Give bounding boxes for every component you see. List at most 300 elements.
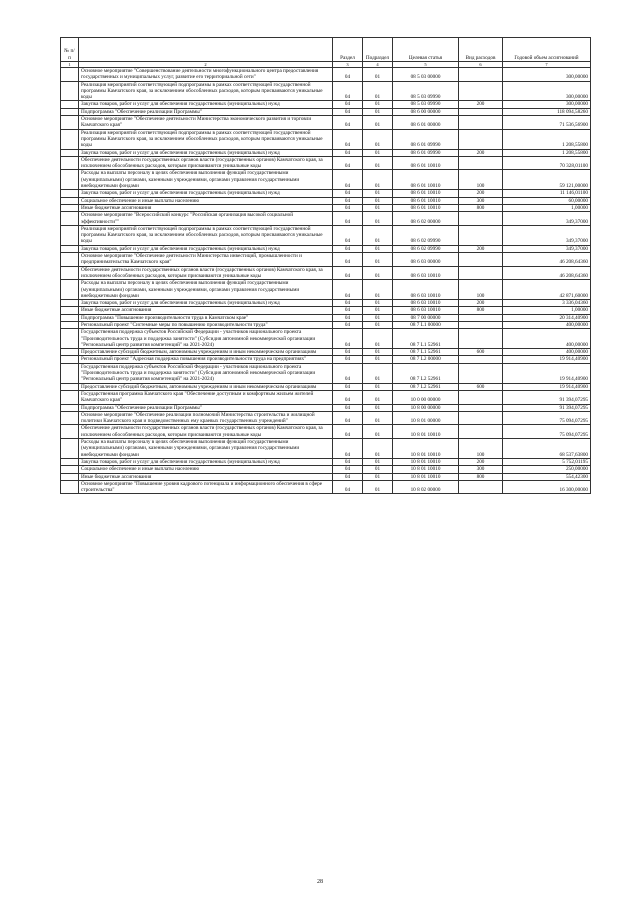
cell-expense-type: 100 <box>459 280 503 300</box>
cell-num <box>61 329 79 349</box>
cell-amount: 400,00000 <box>503 329 591 349</box>
cell-name: Расходы на выплаты персоналу в целях обеспечения выполнения функций государственными (муниципальными) органами, казенными учреждениями, органами управления государственными внебюджетными фондами <box>79 439 333 459</box>
cell-subsection: 01 <box>363 300 393 307</box>
cell-section: 04 <box>333 321 363 328</box>
cell-expense-type <box>459 225 503 245</box>
cell-amount: 16 300,00000 <box>503 480 591 494</box>
cell-section: 04 <box>333 225 363 245</box>
cell-amount: 19 914,40900 <box>503 383 591 390</box>
cell-target: 08 6 01 10010 <box>393 156 459 170</box>
cell-num <box>61 480 79 494</box>
cell-name: Закупка товаров, работ и услуг для обеспечения государственных (муниципальных) нужд <box>79 149 333 156</box>
cell-section: 04 <box>333 363 363 383</box>
cell-amount: 20 314,40900 <box>503 314 591 321</box>
cell-expense-type <box>459 321 503 328</box>
cell-name: Обеспечение деятельности государственных органов власти (государственных органов) Камчатского края, за исключением обособленных расходов, которым присваиваются уникальные коды <box>79 425 333 439</box>
cell-subsection: 01 <box>363 466 393 473</box>
cell-target: 08 6 01 09990 <box>393 129 459 149</box>
cell-num <box>61 280 79 300</box>
cell-amount: 300,00000 <box>503 81 591 101</box>
cell-target: 10 0 00 00000 <box>393 390 459 404</box>
header-index-cell: 7 <box>503 62 591 68</box>
cell-name: Основное мероприятие "Совершенствование деятельности многофункционального центра предоставления государственных и муниципальных услуг, развитие его территориальной сети" <box>79 68 333 82</box>
table-row <box>61 156 591 170</box>
cell-target: 08 6 01 00000 <box>393 116 459 130</box>
cell-amount: 118 094,58260 <box>503 108 591 115</box>
cell-name: Реализация мероприятий соответствующей подпрограммы в рамках соответствующей государственной программы Камчатского края, за исключением обособленных расходов, которым присваиваются уникальные коды <box>79 129 333 149</box>
cell-expense-type <box>459 129 503 149</box>
cell-subsection: 01 <box>363 266 393 280</box>
cell-amount: 59 121,00000 <box>503 170 591 190</box>
cell-amount: 400,00000 <box>503 349 591 356</box>
cell-num <box>61 68 79 82</box>
cell-expense-type <box>459 68 503 82</box>
cell-num <box>61 170 79 190</box>
cell-section: 04 <box>333 411 363 425</box>
cell-subsection: 01 <box>363 314 393 321</box>
header-subsection: Подраздел <box>363 38 393 62</box>
cell-expense-type <box>459 411 503 425</box>
cell-name: Закупка товаров, работ и услуг для обеспечения государственных (муниципальных) нужд <box>79 300 333 307</box>
cell-name: Обеспечение деятельности государственных органов власти (государственных органов) Камчатского края, за исключением обособленных расходов, которым присваиваются уникальные коды <box>79 156 333 170</box>
cell-name: Основное мероприятие "Повышение уровня кадрового потенциала и информационного обеспечения в сфере строительства" <box>79 480 333 494</box>
cell-name: Региональный проект "Адресная поддержка повышения производительности труда на предприятиях" <box>79 356 333 363</box>
cell-num <box>61 253 79 267</box>
cell-section: 04 <box>333 349 363 356</box>
cell-target: 08 7 L2 52961 <box>393 383 459 390</box>
cell-target: 08 5 03 00000 <box>393 68 459 82</box>
cell-subsection: 01 <box>363 383 393 390</box>
cell-target: 10 8 01 10010 <box>393 466 459 473</box>
cell-expense-type <box>459 212 503 226</box>
cell-name: Подпрограмма "Обеспечение реализации Программы" <box>79 404 333 411</box>
cell-expense-type: 800 <box>459 204 503 211</box>
cell-subsection: 01 <box>363 473 393 480</box>
cell-section: 04 <box>333 116 363 130</box>
table-body <box>61 68 591 494</box>
cell-subsection: 01 <box>363 197 393 204</box>
cell-subsection: 01 <box>363 425 393 439</box>
cell-amount: 91 394,07295 <box>503 390 591 404</box>
cell-section: 04 <box>333 307 363 314</box>
cell-amount: 70 328,01100 <box>503 156 591 170</box>
cell-section: 04 <box>333 300 363 307</box>
cell-num <box>61 314 79 321</box>
cell-name: Основное мероприятие "Всероссийский конкурс "Российская организация высокой социальной эффективности"" <box>79 212 333 226</box>
header-index-cell: 6 <box>459 62 503 68</box>
cell-subsection: 01 <box>363 321 393 328</box>
cell-target: 08 6 02 09990 <box>393 245 459 252</box>
cell-expense-type: 600 <box>459 383 503 390</box>
cell-subsection: 01 <box>363 116 393 130</box>
cell-expense-type <box>459 363 503 383</box>
table-row <box>61 300 591 307</box>
cell-subsection: 01 <box>363 170 393 190</box>
cell-subsection: 01 <box>363 156 393 170</box>
table-row <box>61 349 591 356</box>
cell-num <box>61 473 79 480</box>
cell-amount: 349,37000 <box>503 212 591 226</box>
cell-num <box>61 108 79 115</box>
cell-name: Социальное обеспечение и иные выплаты населению <box>79 197 333 204</box>
cell-subsection: 01 <box>363 411 393 425</box>
cell-num <box>61 197 79 204</box>
cell-num <box>61 321 79 328</box>
cell-section: 04 <box>333 473 363 480</box>
cell-num <box>61 466 79 473</box>
cell-section: 04 <box>333 404 363 411</box>
cell-target: 08 6 01 10010 <box>393 190 459 197</box>
cell-expense-type <box>459 329 503 349</box>
cell-expense-type: 300 <box>459 197 503 204</box>
cell-name: Расходы на выплаты персоналу в целях обеспечения выполнения функций государственными (муниципальными) органами, казенными учреждениями, органами управления государственными внебюджетными фондами <box>79 280 333 300</box>
cell-section: 04 <box>333 253 363 267</box>
cell-num <box>61 81 79 101</box>
cell-num <box>61 300 79 307</box>
cell-section: 04 <box>333 466 363 473</box>
cell-section: 04 <box>333 68 363 82</box>
cell-num <box>61 116 79 130</box>
cell-expense-type <box>459 108 503 115</box>
cell-expense-type <box>459 314 503 321</box>
cell-section: 04 <box>333 149 363 156</box>
cell-subsection: 01 <box>363 225 393 245</box>
header-target: Целевая статья <box>393 38 459 62</box>
header-expense-type: Вид расходов <box>459 38 503 62</box>
cell-section: 04 <box>333 129 363 149</box>
cell-name: Закупка товаров, работ и услуг для обеспечения государственных (муниципальных) нужд <box>79 190 333 197</box>
cell-expense-type: 800 <box>459 473 503 480</box>
cell-name: Иные бюджетные ассигнования <box>79 204 333 211</box>
cell-amount: 5 752,01195 <box>503 458 591 465</box>
cell-num <box>61 149 79 156</box>
cell-name: Основное мероприятие "Обеспечение деятельности Министерства экономического развития и торговли Камчатского края" <box>79 116 333 130</box>
table-row <box>61 404 591 411</box>
cell-expense-type <box>459 425 503 439</box>
cell-target: 08 6 02 09990 <box>393 225 459 245</box>
cell-section: 04 <box>333 245 363 252</box>
cell-target: 08 6 01 10010 <box>393 204 459 211</box>
cell-name: Социальное обеспечение и иные выплаты населению <box>79 466 333 473</box>
cell-subsection: 01 <box>363 81 393 101</box>
cell-expense-type <box>459 116 503 130</box>
cell-target: 08 6 01 10010 <box>393 197 459 204</box>
cell-subsection: 01 <box>363 108 393 115</box>
cell-name: Закупка товаров, работ и услуг для обеспечения государственных (муниципальных) нужд <box>79 101 333 108</box>
header-index-cell: 2 <box>79 62 333 68</box>
cell-expense-type <box>459 390 503 404</box>
cell-amount: 19 914,40900 <box>503 363 591 383</box>
cell-section: 04 <box>333 439 363 459</box>
cell-section: 04 <box>333 280 363 300</box>
cell-target: 08 6 01 10010 <box>393 170 459 190</box>
cell-section: 04 <box>333 170 363 190</box>
cell-subsection: 01 <box>363 390 393 404</box>
cell-name: Иные бюджетные ассигнования <box>79 473 333 480</box>
cell-subsection: 01 <box>363 129 393 149</box>
cell-subsection: 01 <box>363 458 393 465</box>
cell-expense-type: 200 <box>459 245 503 252</box>
cell-subsection: 01 <box>363 404 393 411</box>
cell-num <box>61 411 79 425</box>
cell-expense-type: 200 <box>459 101 503 108</box>
cell-name: Закупка товаров, работ и услуг для обеспечения государственных (муниципальных) нужд <box>79 458 333 465</box>
cell-amount: 19 914,40900 <box>503 356 591 363</box>
cell-subsection: 01 <box>363 149 393 156</box>
table-row <box>61 473 591 480</box>
cell-target: 10 8 01 10010 <box>393 473 459 480</box>
cell-target: 08 6 03 10010 <box>393 266 459 280</box>
cell-name: Иные бюджетные ассигнования <box>79 307 333 314</box>
table-row <box>61 314 591 321</box>
cell-expense-type: 200 <box>459 458 503 465</box>
cell-section: 04 <box>333 390 363 404</box>
cell-num <box>61 458 79 465</box>
cell-target: 08 6 02 00000 <box>393 212 459 226</box>
table-row <box>61 383 591 390</box>
cell-amount: 1 208,55800 <box>503 129 591 149</box>
cell-name: Подпрограмма "Обеспечение реализации Программы" <box>79 108 333 115</box>
cell-expense-type <box>459 81 503 101</box>
cell-amount: 300,00000 <box>503 68 591 82</box>
cell-expense-type: 100 <box>459 439 503 459</box>
table-row <box>61 116 591 130</box>
cell-num <box>61 439 79 459</box>
cell-expense-type <box>459 156 503 170</box>
cell-amount: 75 094,07295 <box>503 411 591 425</box>
table-row <box>61 68 591 82</box>
table-row <box>61 245 591 252</box>
cell-target: 08 6 00 00000 <box>393 108 459 115</box>
budget-table <box>60 37 591 494</box>
cell-num <box>61 101 79 108</box>
cell-amount: 42 871,60000 <box>503 280 591 300</box>
cell-amount: 75 094,07295 <box>503 425 591 439</box>
table-row <box>61 170 591 190</box>
table-row <box>61 321 591 328</box>
cell-amount: 91 394,07295 <box>503 404 591 411</box>
cell-name: Региональный проект "Системные меры по повышению производительности труда" <box>79 321 333 328</box>
cell-subsection: 01 <box>363 329 393 349</box>
cell-expense-type: 100 <box>459 170 503 190</box>
cell-expense-type: 600 <box>459 349 503 356</box>
cell-subsection: 01 <box>363 101 393 108</box>
cell-subsection: 01 <box>363 190 393 197</box>
table-row <box>61 458 591 465</box>
cell-section: 04 <box>333 356 363 363</box>
cell-name: Подпрограмма "Повышение производительности труда в Камчатском крае" <box>79 314 333 321</box>
cell-target: 10 8 01 00000 <box>393 411 459 425</box>
cell-expense-type <box>459 480 503 494</box>
header-section: Раздел <box>333 38 363 62</box>
cell-amount: 46 208,64360 <box>503 253 591 267</box>
cell-target: 08 6 01 09990 <box>393 149 459 156</box>
table-row <box>61 329 591 349</box>
cell-subsection: 01 <box>363 68 393 82</box>
cell-target: 08 7 00 00000 <box>393 314 459 321</box>
cell-subsection: 01 <box>363 356 393 363</box>
cell-target: 08 7 L1 52961 <box>393 329 459 349</box>
cell-num <box>61 356 79 363</box>
cell-subsection: 01 <box>363 480 393 494</box>
cell-target: 08 7 L2 00000 <box>393 356 459 363</box>
cell-expense-type: 300 <box>459 466 503 473</box>
header-index-cell: 4 <box>363 62 393 68</box>
cell-amount: 1 208,55800 <box>503 149 591 156</box>
table-row <box>61 149 591 156</box>
cell-name: Предоставление субсидий бюджетным, автономным учреждениям и иным некоммерческим организациям <box>79 383 333 390</box>
table-row <box>61 108 591 115</box>
cell-num <box>61 212 79 226</box>
header-index-cell: 1 <box>61 62 79 68</box>
cell-num <box>61 266 79 280</box>
cell-name: Государственная поддержка субъектов Российской Федерации - участников национального проекта "Производительность труда и поддержка занятости" (Субсидия автономной некоммерческой организации "Региональный центр развития компетенций" на 2021-2024) <box>79 363 333 383</box>
cell-name: Предоставление субсидий бюджетным, автономным учреждениям и иным некоммерческим организациям <box>79 349 333 356</box>
page-number: 28 <box>317 879 323 885</box>
cell-subsection: 01 <box>363 245 393 252</box>
cell-subsection: 01 <box>363 439 393 459</box>
cell-target: 10 8 01 10010 <box>393 425 459 439</box>
cell-subsection: 01 <box>363 280 393 300</box>
cell-section: 04 <box>333 108 363 115</box>
table-row <box>61 390 591 404</box>
table-row <box>61 425 591 439</box>
cell-amount: 1,00000 <box>503 204 591 211</box>
cell-section: 04 <box>333 266 363 280</box>
cell-section: 04 <box>333 81 363 101</box>
table-row <box>61 356 591 363</box>
table-row <box>61 225 591 245</box>
table-row <box>61 253 591 267</box>
cell-subsection: 01 <box>363 212 393 226</box>
cell-name: Закупка товаров, работ и услуг для обеспечения государственных (муниципальных) нужд <box>79 245 333 252</box>
header-amount: Годовой объем ассигнований <box>503 38 591 62</box>
cell-target: 08 6 03 10010 <box>393 280 459 300</box>
cell-target: 08 6 03 00000 <box>393 253 459 267</box>
cell-num <box>61 204 79 211</box>
cell-target: 08 6 03 10010 <box>393 300 459 307</box>
cell-section: 04 <box>333 458 363 465</box>
cell-amount: 11 146,01100 <box>503 190 591 197</box>
cell-section: 04 <box>333 197 363 204</box>
cell-amount: 46 208,64360 <box>503 266 591 280</box>
cell-section: 04 <box>333 314 363 321</box>
cell-expense-type: 200 <box>459 190 503 197</box>
cell-amount: 68 537,63800 <box>503 439 591 459</box>
cell-section: 04 <box>333 212 363 226</box>
cell-section: 04 <box>333 204 363 211</box>
cell-num <box>61 190 79 197</box>
header-index-cell: 3 <box>333 62 363 68</box>
cell-expense-type <box>459 404 503 411</box>
cell-expense-type: 800 <box>459 307 503 314</box>
cell-num <box>61 349 79 356</box>
cell-name: Реализация мероприятий соответствующей подпрограммы в рамках соответствующей государственной программы Камчатского края, за исключением обособленных расходов, которым присваиваются уникальные коды <box>79 81 333 101</box>
cell-expense-type <box>459 266 503 280</box>
cell-amount: 349,37000 <box>503 245 591 252</box>
cell-expense-type: 200 <box>459 300 503 307</box>
cell-amount: 300,00000 <box>503 101 591 108</box>
table-row <box>61 266 591 280</box>
cell-num <box>61 390 79 404</box>
cell-target: 08 7 L2 52961 <box>393 363 459 383</box>
cell-target: 10 8 02 00000 <box>393 480 459 494</box>
table-row <box>61 307 591 314</box>
header-row <box>61 38 591 62</box>
cell-subsection: 01 <box>363 363 393 383</box>
cell-amount: 349,37000 <box>503 225 591 245</box>
cell-name: Основное мероприятие "Обеспечение реализации полномочий Министерства строительства и жилищной политики Камчатского края и подведомственных ему краевых государственных учреждений" <box>79 411 333 425</box>
cell-target: 10 8 01 10010 <box>393 458 459 465</box>
cell-amount: 250,00000 <box>503 466 591 473</box>
cell-subsection: 01 <box>363 253 393 267</box>
table-row <box>61 466 591 473</box>
cell-subsection: 01 <box>363 349 393 356</box>
cell-amount: 60,00000 <box>503 197 591 204</box>
table-row <box>61 363 591 383</box>
cell-expense-type: 200 <box>459 149 503 156</box>
cell-target: 08 7 L1 00000 <box>393 321 459 328</box>
cell-name: Расходы на выплаты персоналу в целях обеспечения выполнения функций государственными (муниципальными) органами, казенными учреждениями, органами управления государственными внебюджетными фондами <box>79 170 333 190</box>
cell-target: 08 6 03 10010 <box>393 307 459 314</box>
table-row <box>61 101 591 108</box>
table-row <box>61 439 591 459</box>
cell-section: 04 <box>333 480 363 494</box>
cell-num <box>61 383 79 390</box>
cell-target: 08 5 03 09990 <box>393 81 459 101</box>
cell-amount: 71 536,56900 <box>503 116 591 130</box>
cell-amount: 1,00000 <box>503 307 591 314</box>
header-name <box>79 38 333 62</box>
header-num: № п/п <box>61 38 79 62</box>
cell-name: Основное мероприятие "Обеспечение деятельности Министерства инвестиций, промышленности и предпринимательства Камчатского края" <box>79 253 333 267</box>
cell-target: 08 7 L1 52961 <box>393 349 459 356</box>
cell-num <box>61 245 79 252</box>
cell-section: 04 <box>333 190 363 197</box>
cell-section: 04 <box>333 329 363 349</box>
cell-num <box>61 404 79 411</box>
cell-num <box>61 225 79 245</box>
table-header <box>61 38 591 68</box>
cell-target: 10 8 00 00000 <box>393 404 459 411</box>
table-row <box>61 129 591 149</box>
cell-num <box>61 156 79 170</box>
table-row <box>61 411 591 425</box>
table-row <box>61 190 591 197</box>
cell-subsection: 01 <box>363 307 393 314</box>
cell-section: 04 <box>333 383 363 390</box>
table-row <box>61 212 591 226</box>
cell-num <box>61 129 79 149</box>
table-row <box>61 204 591 211</box>
cell-amount: 554,42300 <box>503 473 591 480</box>
header-index-cell: 5 <box>393 62 459 68</box>
cell-name: Реализация мероприятий соответствующей подпрограммы в рамках соответствующей государственной программы Камчатского края, за исключением обособленных расходов, которым присваиваются уникальные коды <box>79 225 333 245</box>
cell-name: Государственная поддержка субъектов Российской Федерации - участников национального проекта "Производительность труда и поддержка занятости" (Субсидия автономной некоммерческой организации "Региональный центр развития компетенций" на 2021-2024) <box>79 329 333 349</box>
cell-target: 10 8 01 10010 <box>393 439 459 459</box>
cell-subsection: 01 <box>363 204 393 211</box>
cell-num <box>61 425 79 439</box>
cell-section: 04 <box>333 156 363 170</box>
cell-num <box>61 363 79 383</box>
table-row <box>61 280 591 300</box>
cell-name: Государственная программа Камчатского края "Обеспечение доступным и комфортным жильем жителей Камчатского края" <box>79 390 333 404</box>
cell-amount: 3 336,04360 <box>503 300 591 307</box>
cell-section: 04 <box>333 425 363 439</box>
cell-target: 08 5 03 09990 <box>393 101 459 108</box>
table-row <box>61 81 591 101</box>
table-row <box>61 480 591 494</box>
